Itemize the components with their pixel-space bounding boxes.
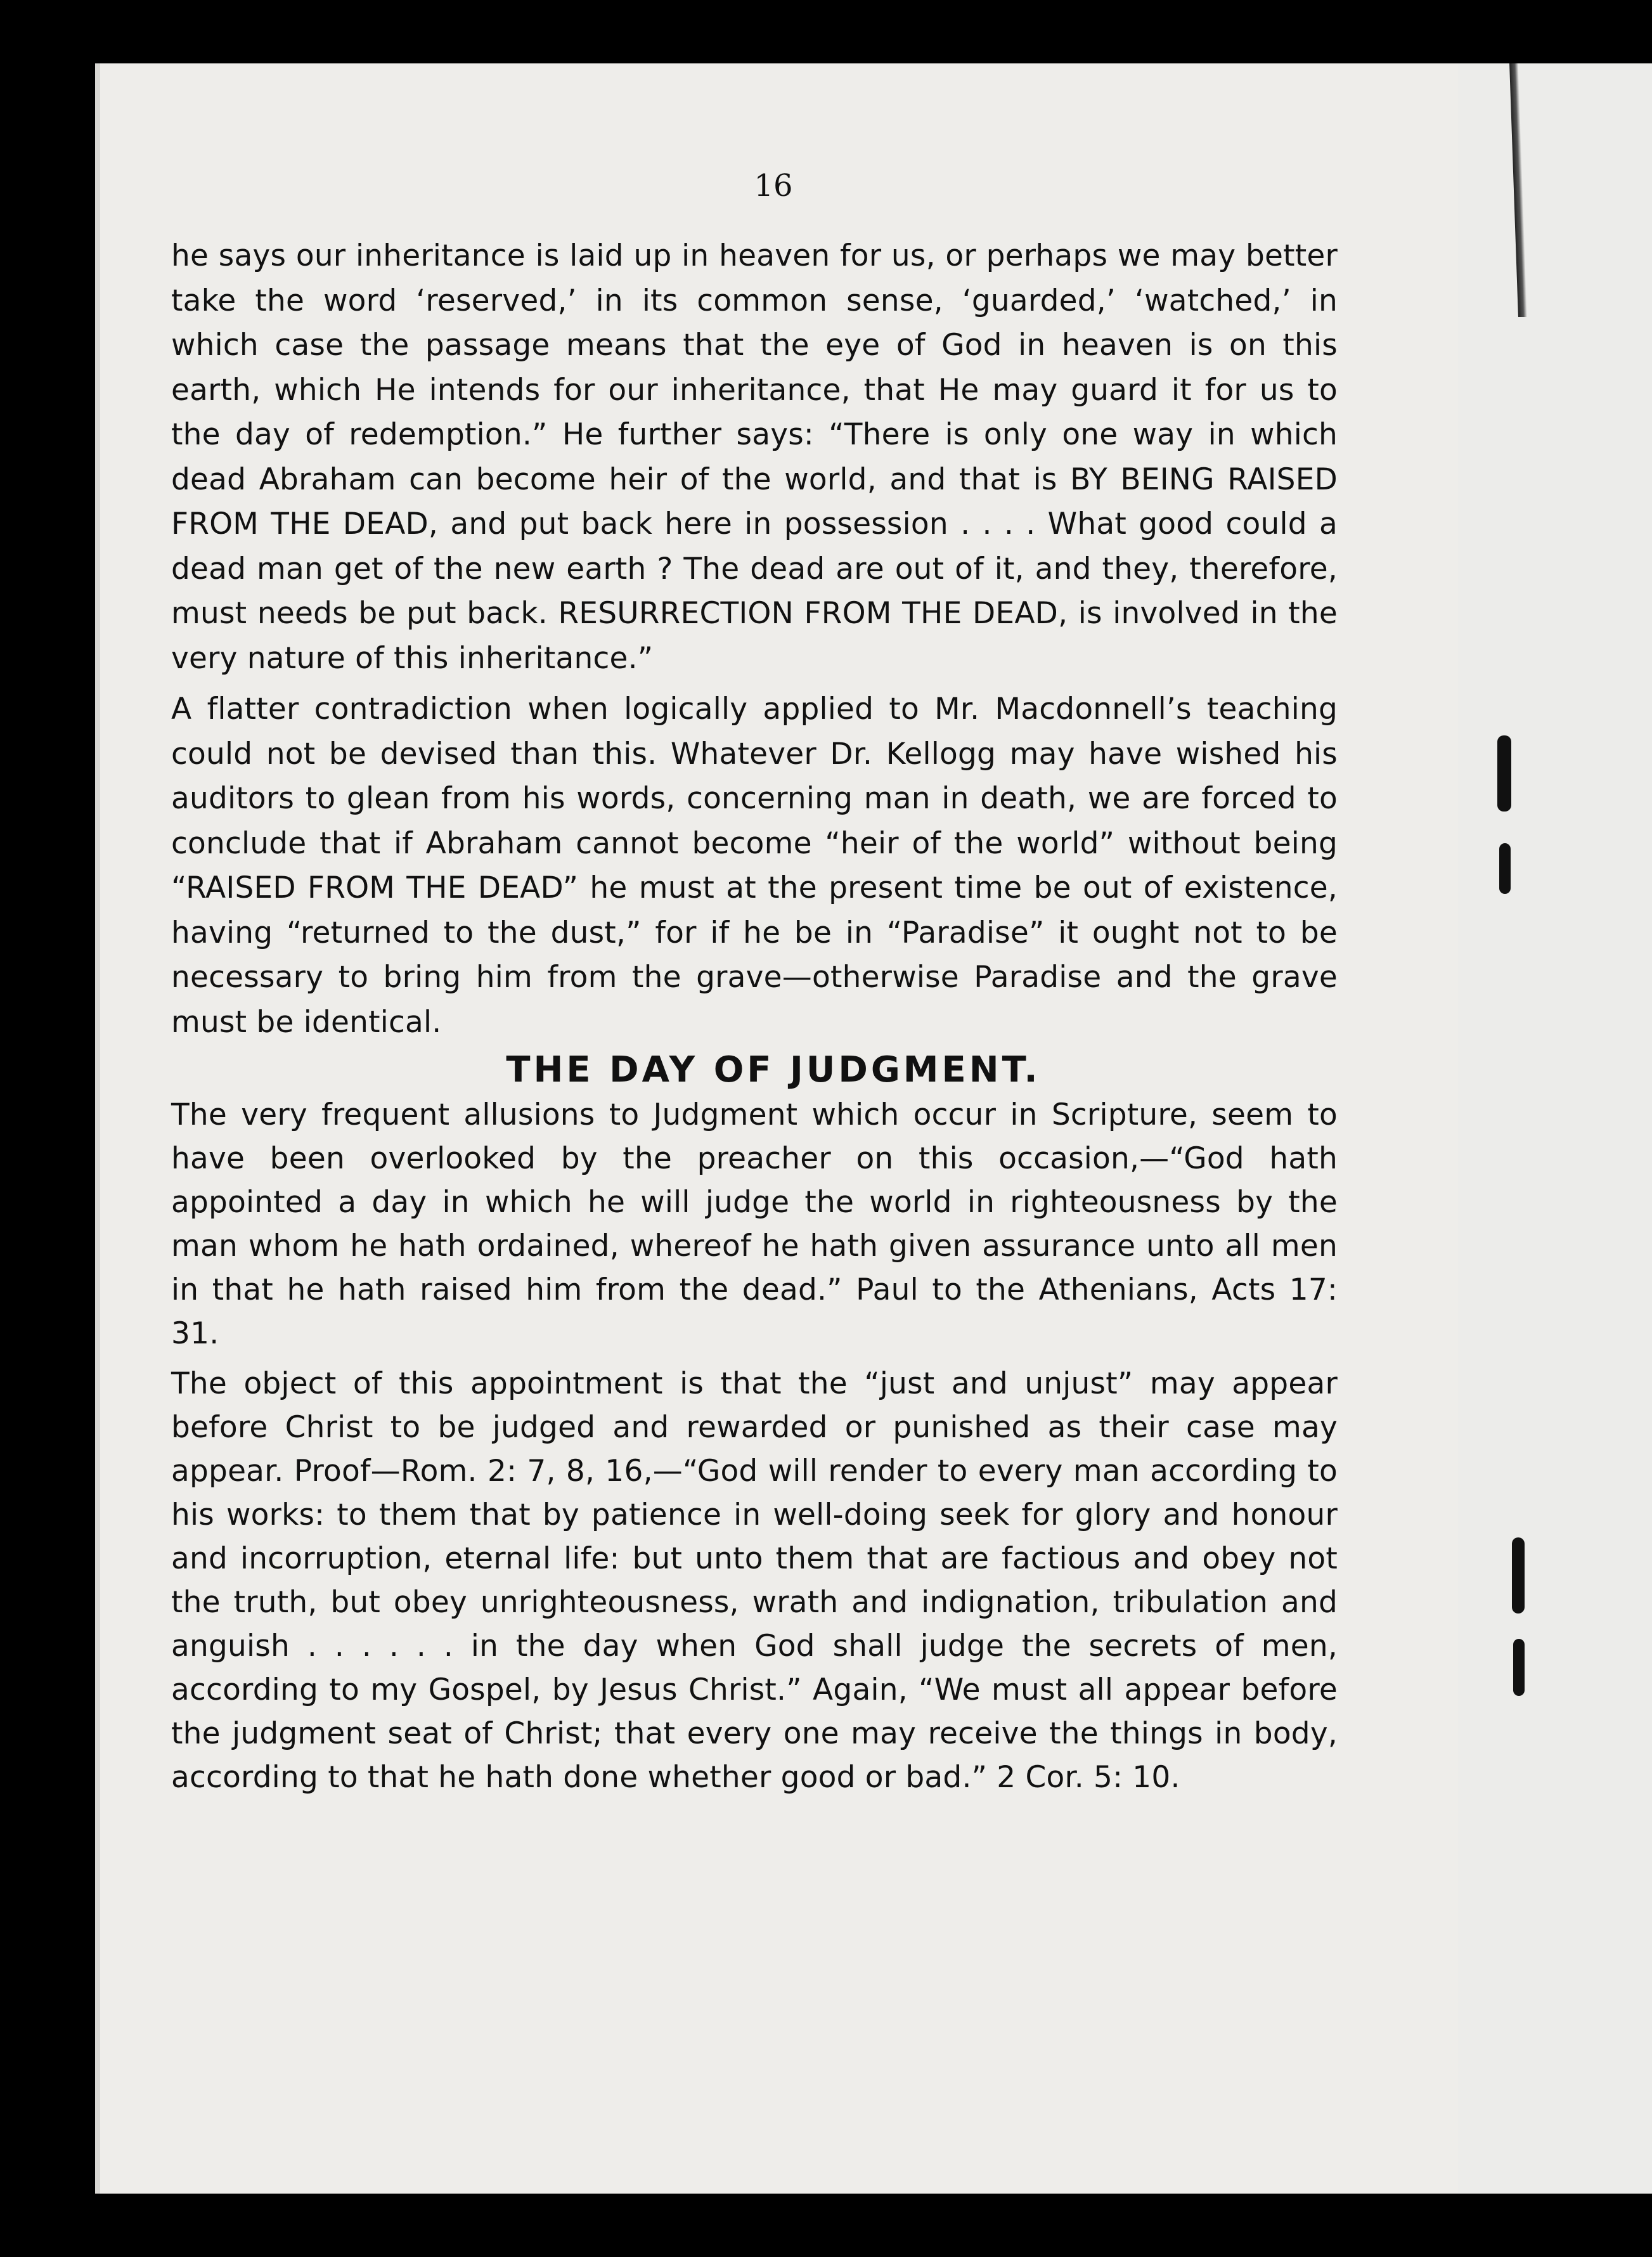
section-heading: THE DAY OF JUDGMENT.	[506, 1049, 1041, 1090]
page-content	[171, 168, 1338, 1799]
scan-mark	[1497, 735, 1511, 812]
section-paragraph-2: The object of this appointment is that the “just and unjust” may appear before Christ to be judged and rewarded or punished as their case may appear. Proof—Rom. 2: 7, 8, 16,—“God will render to every man according to his works: to them that by patience in well-doing seek for glory and honour and incorruption, eternal life: but unto them that are factious and obey not the truth, but obey unrighteousness, wrath and indignation, tribulation and anguish . . . . . . in the day when God shall judge the secrets of men, according to my Gospel, by Jesus Christ.” Again, “We must all appear before the judgment seat of Christ; that every one may receive the things in body, according to that he hath done whether good or bad.” 2 Cor. 5: 10.	[171, 1366, 1338, 1795]
page-gutter-edge	[95, 63, 100, 2194]
scan-mark	[1513, 1639, 1525, 1696]
scan-mark	[1499, 843, 1511, 894]
body-paragraph-2: A flatter contradiction when logically applied to Mr. Macdonnell’s teaching could not be devised than this. Whatever Dr. Kellogg may have wished his auditors to glean from his words, concerning man in death, we are forced to conclude that if Abraham cannot become “heir of the world” without being “RAISED FROM THE DEAD” he must at the present time be out of existence, having “returned to the dust,” for if he be in “Paradise” it ought not to be necessary to bring him from the grave—otherwise Paradise and the grave must be identical.	[171, 692, 1338, 1040]
section-paragraph-1: The very frequent allusions to Judgment which occur in Scripture, seem to have been overlooked by the preacher on this occasion,—“God hath appointed a day in which he will judge the world in righteousness by the man whom he hath ordained, whereof he hath given assurance unto all men in that he hath raised him from the dead.” Paul to the Athenians, Acts 17: 31.	[171, 1097, 1338, 1351]
page-number: 16	[754, 168, 793, 204]
scan-mark	[1512, 1537, 1525, 1614]
adjacent-page-strip	[1458, 63, 1652, 2194]
body-paragraph-1: he says our inheritance is laid up in heaven for us, or perhaps we may better take the word ‘reserved,’ in its common sense, ‘guarded,’ ‘watched,’ in which case the passage means that the eye of God in heaven is on this earth, which He intends for our inheritance, that He may guard it for us to the day of redemption.” He further says: “There is only one way in which dead Abraham can become heir of the world, and that is BY BEING RAISED FROM THE DEAD, and put back here in possession . . . . What good could a dead man get of the new earth ? The dead are out of it, and they, therefore, must needs be put back. RESURRECTION FROM THE DEAD, is involved in the very nature of this inheritance.”	[171, 238, 1338, 676]
